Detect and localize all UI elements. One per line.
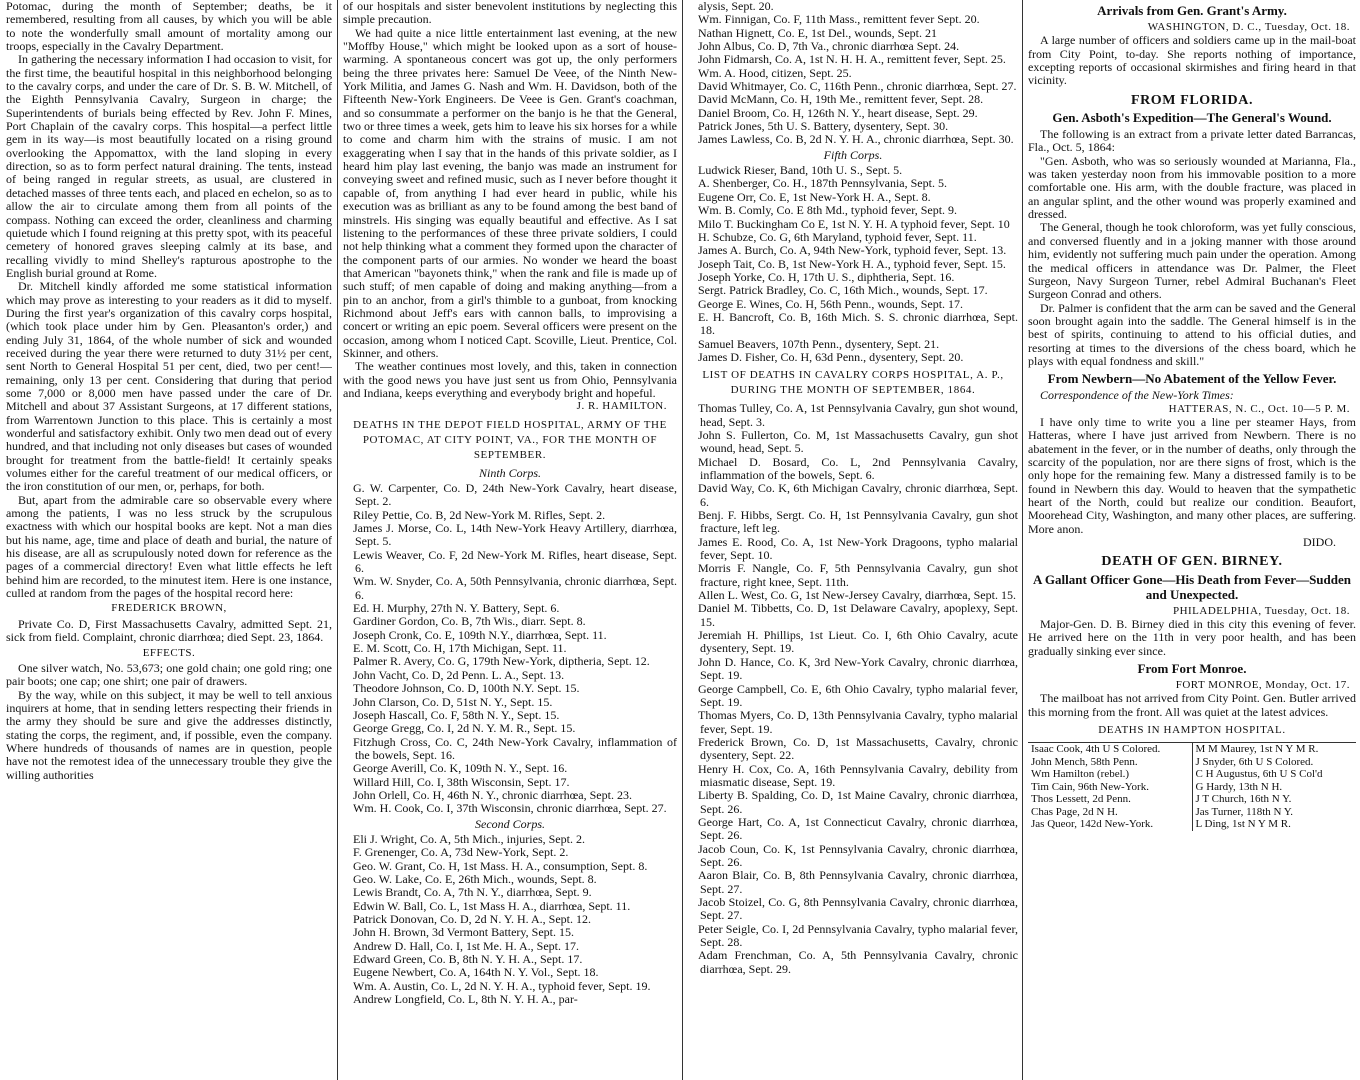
death-list-entry: Patrick Jones, 5th U. S. Battery, dysentery, Sept. 30. xyxy=(698,119,949,134)
death-list-entry: Jeremiah H. Phillips, 1st Lieut. Co. I, 6th Ohio Cavalry, acute dysentery, Sept. 19. xyxy=(698,628,1018,656)
death-list-entry: John Orlell, Co. H, 46th N. Y., chronic diarrhœa, Sept. 23. xyxy=(353,787,632,802)
paragraph: By the way, while on this subject, it may be well to tell anxious inquirers at home, that in sending letters respecting their friends in the army they should be sure and give the addresses distinctly, stating the corps, the regiment, and, if possible, even the company. Where hundreds of thousands of names are in question, people have not the remotest idea of the unnecessary trouble they give the willing authorities xyxy=(6,687,332,782)
signature: DIDO. xyxy=(1303,535,1336,550)
death-list-entry: Edward Green, Co. B, 8th N. Y. H. A., Sept. 17. xyxy=(353,952,583,967)
paragraph: I have only time to write you a line per steamer Hays, from Hatteras, where I have just arrived from Newbern. There is no abatement in the fever, or in the number of deaths, only through the scarcity of the population, nor are there signs of frost, which is the only hope for the remaining few. Many a distressed family is to be found in Newbern this day. Would to heaven that the sympathetic heart of the North, could but realize our condition. Beaufort, Moorehead City, Washington, and many other places, are suffering. More anon. xyxy=(1028,414,1356,536)
death-list-entry: Aaron Blair, Co. B, 8th Pennsylvania Cavalry, chronic diarrhœa, Sept. 27. xyxy=(698,868,1018,896)
table-row: L Ding, 1st N Y M R. xyxy=(1195,818,1291,831)
paragraph: A large number of officers and soldiers came up in the mail-boat from City Point, to-day. She reports nothing of importance, excepting reports of occasional skirmishes and firing heard in that vicinity. xyxy=(1028,33,1356,88)
table-row: G Hardy, 13th N H. xyxy=(1195,780,1283,793)
dateline: FORT MONROE, Monday, Oct. 17. xyxy=(1175,679,1350,692)
death-list-entry: F. Grenenger, Co. A, 73d New-York, Sept. 2. xyxy=(353,845,569,860)
death-list-entry: Benj. F. Hibbs, Sergt. Co. H, 1st Pennsylvania Cavalry, gun shot fracture, left leg. xyxy=(698,508,1018,536)
byline: J. R. HAMILTON. xyxy=(576,400,667,413)
death-list-entry: Adam Frenchman, Co. A, 5th Pennsylvania Cavalry, chronic diarrhœa, Sept. 29. xyxy=(698,948,1018,976)
article-headline: A Gallant Officer Gone—His Death from Fever—Sudden and Unexpected. xyxy=(1033,571,1351,602)
death-list-entry: Thomas Tulley, Co. A, 1st Pennsylvania Cavalry, gun shot wound, head, Sept. 3. xyxy=(698,401,1018,429)
death-list-entry: E. M. Scott, Co. H, 17th Michigan, Sept. 11. xyxy=(353,641,567,656)
death-list-entry: Fitzhugh Cross, Co. C, 24th New-York Cavalry, inflammation of the bowels, Sept. 16. xyxy=(353,734,677,762)
list-heading: LIST OF DEATHS IN CAVALRY CORPS HOSPITAL, A. P., DURING THE MONTH OF SEPTEMBER, 1864. xyxy=(702,369,1004,397)
paragraph: In gathering the necessary information I had occasion to visit, for the first time, the beautiful hospital in this neighborhood belonging to the cavalry corps, and under the care of Dr. S. B. W. Mitchell, of the Eighth Pennsylvania Cavalry, Surgeon in charge; the Superintendents of burials being effected by Rev. John F. Mines, Port Chaplain of the cavalry corps. This hospital—a perfect little gem in its way—is most beautifully located on a rising ground overlooking the Appomattox, with the land sloping in every direction, so as to form perfect natural draining. The tents, instead of being ranged in regular streets, as usual, are clustered in detached masses of three tents each, and placed en echelon, so as to allow the air to circulate among them from all points of the compass. Nothing can exceed the order, cleanliness and charming quietude which I found reigning at this pretty spot, with its peaceful cemetery of honored graves sleeping calmly at its base, and recalling vividly to mind Shelley's rapturous apostrophe to the English burial ground at Rome. xyxy=(6,52,332,280)
death-list-entry: Jacob Stoizel, Co. G, 8th Pennsylvania Cavalry, chronic diarrhœa, Sept. 27. xyxy=(698,895,1018,923)
death-list-entry: Andrew Longfield, Co. L, 8th N. Y. H. A., par- xyxy=(353,992,578,1007)
death-list-entry: Palmer R. Avery, Co. G, 179th New-York, diptheria, Sept. 12. xyxy=(353,654,650,669)
death-list-entry: David Whitmayer, Co. C, 116th Penn., chronic diarrhœa, Sept. 27. xyxy=(698,79,1017,94)
death-list-entry: Lewis Brandt, Co. A, 7th N. Y., diarrhœa, Sept. 9. xyxy=(353,885,592,900)
death-list-entry: John D. Hance, Co. K, 3rd New-York Cavalry, chronic diarrhœa, Sept. 19. xyxy=(698,654,1018,683)
death-list-entry: Theodore Johnson, Co. D, 100th N.Y. Sept. 15. xyxy=(353,681,580,696)
death-list-entry: Milo T. Buckingham Co E, 1st N. Y. H. A typhoid fever, Sept. 10 xyxy=(698,216,1010,231)
hampton-deaths-table xyxy=(1028,742,1356,831)
paragraph: Private Co. D, First Massachusetts Cavalry, admitted Sept. 21, sick from field. Complaint, chronic diarrhœa; died Sept. 23, 1864. xyxy=(6,616,332,645)
death-list-entry: Wm. A. Hood, citizen, Sept. 25. xyxy=(698,65,852,80)
death-list-entry: George Averill, Co. K, 109th N. Y., Sept. 16. xyxy=(353,761,568,776)
death-list-entry: Frederick Brown, Co. D, 1st Massachusetts, Cavalry, chronic dysentery, Sept. 22. xyxy=(698,734,1018,763)
death-list-entry: Eli J. Wright, Co. A, 5th Mich., injuries, Sept. 2. xyxy=(353,831,585,846)
death-list-entry: John S. Fullerton, Co. M, 1st Massachusetts Cavalry, gun shot wound, head, Sept. 5. xyxy=(698,427,1018,456)
death-list-entry: James J. Morse, Co. L, 14th New-York Heavy Artillery, diarrhœa, Sept. 5. xyxy=(353,521,677,549)
article-headline: From Fort Monroe. xyxy=(1137,661,1247,677)
paragraph: Major-Gen. D. B. Birney died in this city this evening of fever. He arrived here on the 11th in very poor health, and has been gradually sinking ever since. xyxy=(1028,617,1356,658)
dateline: WASHINGTON, D. C., Tuesday, Oct. 18. xyxy=(1147,21,1350,33)
death-list-entry: Wm. W. Snyder, Co. A, 50th Pennsylvania, chronic diarrhœa, Sept. 6. xyxy=(353,574,677,602)
death-list-entry: Joseph Hascall, Co. F, 58th N. Y., Sept. 15. xyxy=(353,707,560,722)
column-rule xyxy=(1022,0,1023,1080)
death-list-entry: E. H. Bancroft, Co. B, 16th Mich. S. S. chronic diarrhœa, Sept. 18. xyxy=(698,309,1018,338)
death-list-entry: James D. Fisher, Co. H, 63d Penn., dysentery, Sept. 20. xyxy=(698,349,964,364)
death-list-entry: Lewis Weaver, Co. F, 2d New-York M. Rifles, heart disease, Sept. 6. xyxy=(353,547,677,576)
death-list-entry: Wm. B. Comly, Co. E 8th Md., typhoid fever, Sept. 9. xyxy=(698,203,958,218)
table-row: Jas Queor, 142d New-York. xyxy=(1031,818,1154,831)
dateline: HATTERAS, N. C., Oct. 10—5 P. M. xyxy=(1168,402,1350,415)
death-list-entry: Geo. W. Grant, Co. H, 1st Mass. H. A., consumption, Sept. 8. xyxy=(353,858,648,873)
death-list-entry: Peter Seigle, Co. I, 2d Pennsylvania Cavalry, typho malarial fever, Sept. 28. xyxy=(698,921,1018,950)
death-list-entry: Joseph Tait, Co. B, 1st New-York H. A., typhoid fever, Sept. 15. xyxy=(698,256,1006,271)
table-row: Tim Cain, 96th New-York. xyxy=(1031,780,1149,793)
death-list-entry: Allen L. West, Co. G, 1st New-Jersey Cavalry, diarrhœa, Sept. 15. xyxy=(698,588,1016,603)
paragraph: Correspondence of the New-York Times: xyxy=(1040,388,1234,403)
table-row: J T Church, 16th N Y. xyxy=(1195,793,1292,806)
column-4 xyxy=(1028,0,1356,1080)
article-headline: Arrivals from Gen. Grant's Army. xyxy=(1097,3,1287,18)
death-list-entry: Daniel Broom, Co. H, 126th N. Y., heart disease, Sept. 29. xyxy=(698,105,978,120)
paragraph: Dr. Palmer is confident that the arm can be saved and the General soon brought again into the saddle. The General himself is in the best of spirits, continuing to attend to his official duties, and resorting at times to the diversions of the chess board, which he plays with equal fondness and skill." xyxy=(1028,300,1356,368)
death-list-entry: John Fidmarsh, Co. A, 1st N. H. H. A., remittent fever, Sept. 25. xyxy=(698,52,1006,67)
death-list-entry: A. Shenberger, Co. H., 187th Pennsylvania, Sept. 5. xyxy=(698,176,947,191)
death-list-entry: Joseph Yorke, Co. H, 17th U. S., diphtheria, Sept. 16. xyxy=(698,269,955,284)
section-heading: DEATH OF GEN. BIRNEY. xyxy=(1101,554,1283,570)
death-list-entry: Daniel M. Tibbetts, Co. D, 1st Delaware Cavalry, apoplexy, Sept. 15. xyxy=(698,601,1018,629)
paragraph: The following is an extract from a private letter dated Barrancas, Fla., Oct. 5, 1864: xyxy=(1028,127,1356,155)
death-list-entry: Eugene Newbert, Co. A, 164th N. Y. Vol., Sept. 18. xyxy=(353,965,599,980)
death-list-entry: Willard Hill, Co. I, 38th Wisconsin, Sept. 17. xyxy=(353,774,570,789)
death-list-entry: David McMann, Co. H, 19th Me., remittent fever, Sept. 28. xyxy=(698,92,984,107)
death-list-entry: John H. Brown, 3d Vermont Battery, Sept. 15. xyxy=(353,925,574,940)
death-list-entry: Edwin W. Ball, Co. L, 1st Mass H. A., diarrhœa, Sept. 11. xyxy=(353,898,631,913)
death-list-entry: Joseph Cronk, Co. E, 109th N.Y., diarrhœa, Sept. 11. xyxy=(353,627,607,642)
death-list-entry: George E. Wines, Co. H, 56th Penn., wounds, Sept. 17. xyxy=(698,296,964,311)
paragraph: Dr. Mitchell kindly afforded me some statistical information which may prove as interesting to your readers as it did to myself. During the first year's organization of this cavalry corps hospital, (which took place under him by Gen. Pleasanton's order,) and ending July 31, 1864, of the whole number of sick and wounded received during the year there were returned to duty 31½ per cent, sent North to General Hospital 51 per cent, died, two per cent!—remaining, only 13 per cent. Considering that during that period some 7,000 or 8,000 men have passed under the care of Dr. Mitchell and about 37 Assistant Surgeons, at 17 different stations, from Warrentown Junction to this place. This is certainly a most wonderful and satisfactory exhibit. Only two men dead out of every hundred, and that including not only diseases but cases of wounded brought for treatment from the battle-field! It certainly speaks volumes either for the careful treatment of our medical officers, or the iron constitution of our men, or, perhaps, for both. xyxy=(6,279,332,494)
death-list-entry: Wm. Finnigan, Co. F, 11th Mass., remittent fever Sept. 20. xyxy=(698,12,980,27)
death-list-entry: Thomas Myers, Co. D, 13th Pennsylvania Cavalry, typho malarial fever, Sept. 19. xyxy=(698,708,1018,736)
column-rule xyxy=(337,0,338,1080)
death-list-entry: Nathan Hignett, Co. E, 1st Del., wounds, Sept. 21 xyxy=(698,25,937,40)
death-list-entry: George Campbell, Co. E, 6th Ohio Cavalry, typho malarial fever, Sept. 19. xyxy=(698,681,1018,709)
subheading: Fifth Corps. xyxy=(823,147,883,162)
subheading: EFFECTS. xyxy=(142,646,196,659)
table-row: John Mench, 58th Penn. xyxy=(1031,755,1138,768)
death-list-entry: John Vacht, Co. D, 2d Penn. L. A., Sept. 13. xyxy=(353,667,565,682)
table-row: J Snyder, 6th U S Colored. xyxy=(1195,755,1314,768)
death-list-entry: Wm. H. Cook, Co. I, 37th Wisconsin, chronic diarrhœa, Sept. 27. xyxy=(353,801,667,816)
death-list-entry: Ed. H. Murphy, 27th N. Y. Battery, Sept. 6. xyxy=(353,601,560,616)
column-1 xyxy=(6,0,332,1080)
paragraph: The General, though he took chloroform, was yet fully conscious, and conversed fluently and in a joking manner with those around him, evidently not suffering much pain under the operation. Among the medical officers in attendance was Dr. Palmer, the Fleet Surgeon, Navy Surgeon Turner, rebel Admiral Buchanan's Fleet Surgeon Conrad and others. xyxy=(1028,220,1356,302)
death-list-entry: John Albus, Co. D, 7th Va., chronic diarrhœa Sept. 24. xyxy=(698,39,960,54)
table-row: Wm Hamilton (rebel.) xyxy=(1031,768,1130,781)
death-list-entry: James E. Rood, Co. A, 1st New-York Dragoons, typho malarial fever, Sept. 10. xyxy=(698,534,1018,563)
paragraph: Potomac, during the month of September; deaths, be it remembered, resulting from all causes, by which you will be able to note the wonderfully small amount of mortality among our troops, especially in the Cavalry Department. xyxy=(6,0,332,54)
subheading: FREDERICK BROWN, xyxy=(111,602,227,615)
death-list-entry: Samuel Beavers, 107th Penn., dysentery, Sept. 21. xyxy=(698,336,940,351)
subheading: Second Corps. xyxy=(475,816,545,831)
paragraph: But, apart from the admirable care so observable every where among the patients, I was no less struck by the scrupulous exactness with which our hospital books are kept. Not a man dies but his name, age, time and place of death and burial, the nature of his disease, are all as scrupulously noted down for reference as the pages of a commercial directory! Even what little effects he left behind him are recorded, to the minutest item. Here is one instance, culled at random from the pages of the hospital record here: xyxy=(6,492,332,601)
death-list-entry: Sergt. Patrick Bradley, Co. C, 16th Mich., wounds, Sept. 17. xyxy=(698,283,988,298)
table-column xyxy=(1028,743,1192,831)
paragraph: One silver watch, No. 53,673; one gold chain; one gold ring; one pair boots; one cap; one shirt; one pair of drawers. xyxy=(6,660,332,689)
table-row: Isaac Cook, 4th U S Colored. xyxy=(1031,743,1161,756)
death-list-entry: Liberty B. Spalding, Co. D, 1st Maine Cavalry, chronic diarrhœa, Sept. 26. xyxy=(698,788,1018,816)
death-list-entry: Geo. W. Lake, Co. E, 26th Mich., wounds, Sept. 8. xyxy=(353,871,597,886)
death-list-entry: alysis, Sept. 20. xyxy=(698,0,774,13)
death-list-entry: George Gregg, Co. I, 2d N. Y. M. R., Sept. 15. xyxy=(353,721,576,736)
death-list-entry: David Way, Co. K, 6th Michigan Cavalry, chronic diarrhœa, Sept. 6. xyxy=(698,481,1018,509)
paragraph: The weather continues most lovely, and this, taken in connection with the good news you have just sent us from Ohio, Pennsylvania and Indiana, keeps everything and everybody bright and hopeful. xyxy=(343,359,677,400)
list-heading: DEATHS IN THE DEPOT FIELD HOSPITAL, ARMY OF THE POTOMAC, AT CITY POINT, VA., FOR THE MONTH OF SEPTEMBER. xyxy=(353,418,667,461)
paragraph: "Gen. Asboth, who was so seriously wounded at Marianna, Fla., was taken yesterday noon from his immovable position to a more comfortable one. His arm, with the double fracture, was placed in an angular splint, and the other wound was properly examined and dressed. xyxy=(1028,153,1356,222)
column-rule xyxy=(682,0,683,1080)
table-column xyxy=(1192,743,1357,831)
article-headline: Gen. Asboth's Expedition—The General's Wound. xyxy=(1052,110,1332,126)
death-list-entry: Jacob Coun, Co. K, 1st Pennsylvania Cavalry, chronic diarrhœa, Sept. 26. xyxy=(698,841,1018,869)
article-headline: From Newbern—No Abatement of the Yellow Fever. xyxy=(1047,371,1337,387)
death-list-entry: Eugene Orr, Co. E, 1st New-York H. A., Sept. 8. xyxy=(698,189,931,204)
column-3 xyxy=(688,0,1018,1080)
column-2 xyxy=(343,0,677,1080)
death-list-entry: G. W. Carpenter, Co. D, 24th New-York Cavalry, heart disease, Sept. 2. xyxy=(353,481,677,509)
table-row: M M Maurey, 1st N Y M R. xyxy=(1195,743,1319,756)
death-list-entry: James Lawless, Co. B, 2d N. Y. H. A., chronic diarrhœa, Sept. 30. xyxy=(698,132,1014,147)
death-list-entry: Wm. A. Austin, Co. L, 2d N. Y. H. A., typhoid fever, Sept. 19. xyxy=(353,978,651,993)
table-row: Thos Lessett, 2d Penn. xyxy=(1031,793,1131,806)
paragraph: of our hospitals and sister benevolent institutions by neglecting this simple precaution. xyxy=(343,0,677,27)
death-list-entry: Ludwick Rieser, Band, 10th U. S., Sept. 5. xyxy=(698,163,903,178)
paragraph: The mailboat has not arrived from City Point. Gen. Butler arrived this morning from the front. All was quiet at the latest advices. xyxy=(1028,691,1356,719)
table-row: Jas Turner, 118th N Y. xyxy=(1195,805,1294,818)
death-list-entry: Michael D. Bosard, Co. L, 2nd Pennsylvania Cavalry, inflammation of the bowels, Sept. 6. xyxy=(698,454,1018,482)
death-list-entry: John Clarson, Co. D, 51st N. Y., Sept. 15. xyxy=(353,694,553,709)
table-row: C H Augustus, 6th U S Col'd xyxy=(1195,768,1323,781)
subheading: Ninth Corps. xyxy=(478,465,541,480)
death-list-entry: Gardiner Gordon, Co. B, 7th Wis., diarr. Sept. 8. xyxy=(353,614,586,629)
table-row: Chas Page, 2d N H. xyxy=(1031,805,1118,818)
death-list-entry: Riley Pettie, Co. B, 2d New-York M. Rifles, Sept. 2. xyxy=(353,507,606,522)
death-list-entry: James A. Burch, Co. A, 94th New-York, typhoid fever, Sept. 13. xyxy=(698,243,1007,258)
dateline: PHILADELPHIA, Tuesday, Oct. 18. xyxy=(1172,604,1350,617)
death-list-entry: Patrick Donovan, Co. D, 2d N. Y. H. A., Sept. 12. xyxy=(353,912,591,926)
death-list-entry: Morris F. Nangle, Co. F, 5th Pennsylvania Cavalry, gun shot fracture, right knee, Sept. 11th. xyxy=(698,561,1018,589)
paragraph: We had quite a nice little entertainment last evening, at the new "Moffby House," which might be looked upon as a sort of house-warming. A spontaneous concert was got up, the only performers being the three privates here: Samuel De Veee, of the Ninth New-York Militia, and James G. Nash and Wm. H. Davidson, both of the Fifteenth New-York Engineers. De Veee is Gen. Grant's coachman, and so consummate a performer on the banjo is he that the General, two or three times a week, gets him to leave his six horses for a while to come and charm him with the strains of music. I am not exaggerating when I say that in the hands of this private soldier, as I heard him play last evening, the banjo was made an instrument for conveying sweet and refined music, such as I never before thought it capable of, from anything I had ever heard in public, while his execution was as brilliant as any to be found among the best band of minstrels. His singing was equally beautiful and effective. As I sat listening to the performances of these three private soldiers, I could not help thinking what a comment they formed upon the character of the component parts of our armies. No wonder we heard the boast that American "bayonets think," when the rank and file is made up of such stuff; of men capable of doing and making anything—from a pin to an anchor, from a girl's thimble to a gunboat, from knocking Richmond about Jeff's ears with cannon balls, to improvising a concert or writing an epic poem. Several officers were present on the occasion, among whom I noticed Capt. Scoville, Lieut. Prentice, Col. Skinner, and others. xyxy=(343,25,677,360)
death-list-entry: H. Schubze, Co. G, 6th Maryland, typhoid fever, Sept. 11. xyxy=(698,229,977,244)
death-list-entry: Henry H. Cox, Co. A, 16th Pennsylvania Cavalry, debility from miasmatic disease, Sept. 19. xyxy=(698,761,1018,789)
section-heading: FROM FLORIDA. xyxy=(1130,92,1254,108)
death-list-entry: George Hart, Co. A, 1st Connecticut Cavalry, chronic diarrhœa, Sept. 26. xyxy=(698,814,1018,843)
list-heading: DEATHS IN HAMPTON HOSPITAL. xyxy=(1098,724,1286,737)
death-list-entry: Andrew D. Hall, Co. I, 1st Me. H. A., Sept. 17. xyxy=(353,938,579,953)
